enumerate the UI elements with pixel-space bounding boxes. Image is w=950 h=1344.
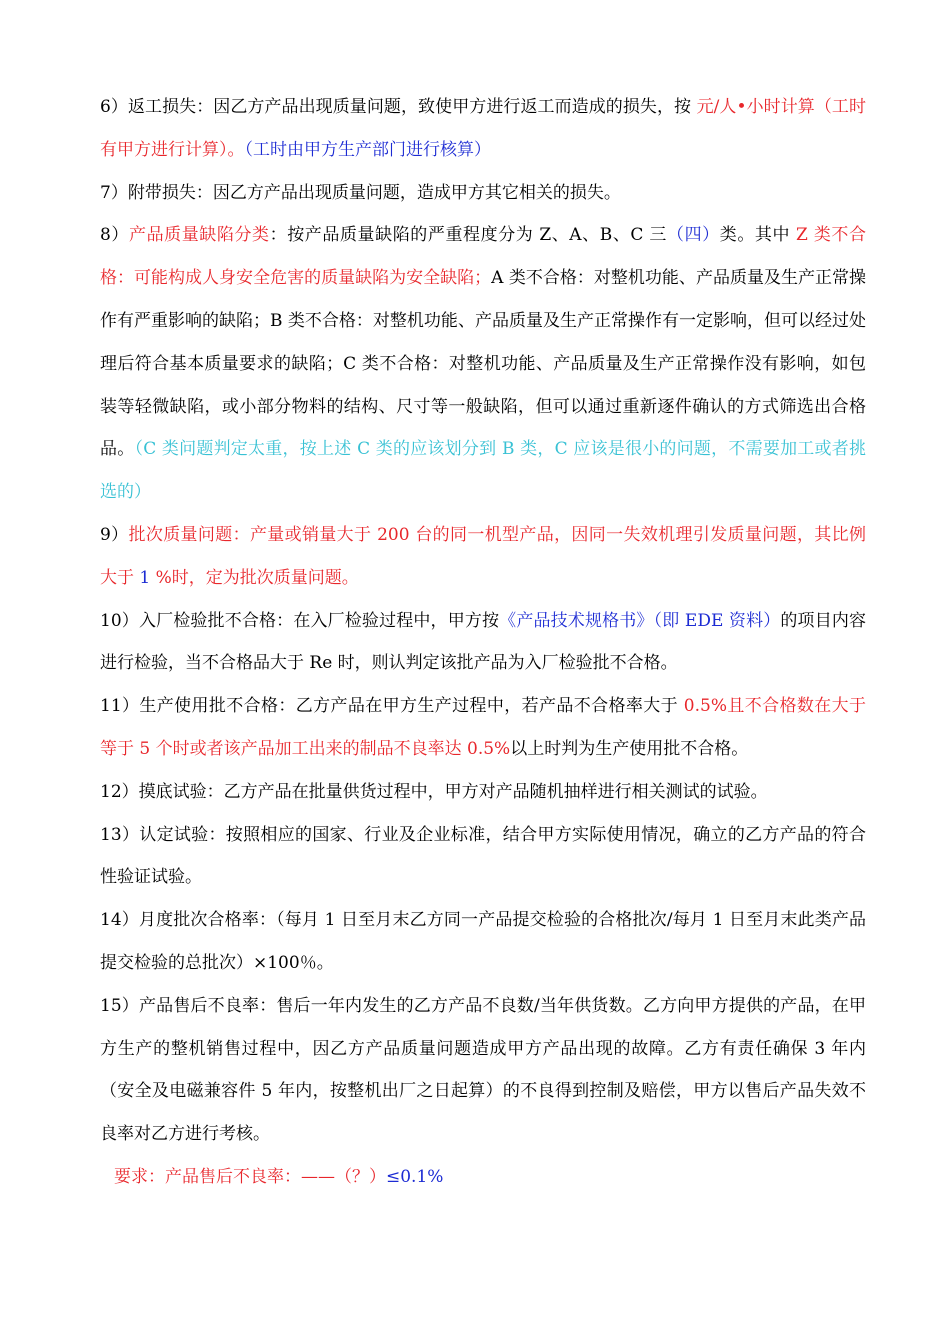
paragraph-15-after-sales-defect-rate xyxy=(100,985,866,1156)
p9-ending: %时，定为批次质量问题。 xyxy=(150,567,359,588)
p8-number: 8） xyxy=(100,225,129,246)
p9-ratio: 1 xyxy=(139,567,151,588)
p9-definition: 批次质量问题：产量或销量大于 200 台的同一机型产品，因同一失效机理引发质量问题，其比例大于 xyxy=(100,524,866,588)
p8-abc-classes: A 类不合格：对整机功能、产品质量及生产正常操作有严重影响的缺陷；B 类不合格：对整机功能、产品质量及生产正常操作有一定影响，但可以经过处理后符合基本质量要求的缺陷；C 类不合格：对整机功能、产品质量及生产正常操作没有影响，如包装等轻微缺陷，或小部分物料的结构、尺寸等一般缺陷，但可以通过重新逐件确认的方式筛选出合格品。 xyxy=(100,268,867,460)
paragraph-7-incidental-loss xyxy=(100,172,866,215)
requirement-value: ≤0.1% xyxy=(386,1166,444,1187)
p11-text-end: 以上时判为生产使用批不合格。 xyxy=(510,738,749,759)
p6-rate-text: 元/人•小时计算（工时有甲方进行计算）。 xyxy=(100,97,866,160)
paragraph-9-batch-quality xyxy=(100,514,866,600)
paragraph-13-certification-test xyxy=(100,814,866,900)
requirement-line xyxy=(100,1156,866,1199)
p8-intro: ：按产品质量缺陷的严重程度分为 Z、A、B、C 三 xyxy=(269,225,667,246)
p11-text: 11）生产使用批不合格：乙方产品在甲方生产过程中，若产品不合格率大于 xyxy=(100,696,684,717)
p6-text: 6）返工损失：因乙方产品出现质量问题，致使甲方进行返工而造成的损失，按 xyxy=(100,97,697,117)
p11-threshold: 0.5%且不合格数在大于等于 5 个时或者该产品加工出来的制品不良率达 0.5% xyxy=(100,696,866,759)
paragraph-6-rework-loss xyxy=(100,86,866,172)
requirement-label: 要求：产品售后不良率：——（？） xyxy=(114,1166,386,1187)
p7-text: 7）附带损失：因乙方产品出现质量问题，造成甲方其它相关的损失。 xyxy=(100,182,621,203)
p8-z-class: Z 类不合格：可能构成人身安全危害的质量缺陷为安全缺陷； xyxy=(100,225,867,289)
p15-text: 15）产品售后不良率：售后一年内发生的乙方产品不良数/当年供货数。乙方向甲方提供的产品，在甲方生产的整机销售过程中，因乙方产品质量问题造成甲方产品出现的故障。乙方有责任确保 3 年内（安全及电磁兼容件 5 年内，按整机出厂之日起算）的不良得到控制及赔偿，甲方以售后产品失效不良率对乙方进行考核。 xyxy=(100,995,866,1145)
p8-heading: 产品质量缺陷分类 xyxy=(128,225,270,246)
p10-spec-reference: 《产品技术规格书》（即 EDE 资料） xyxy=(499,610,781,631)
p8-among: 类。其中 xyxy=(719,225,797,246)
paragraph-8-defect-classification xyxy=(100,214,866,514)
paragraph-12-baseline-test xyxy=(100,771,866,814)
p10-text: 10）入厂检验批不合格：在入厂检验过程中，甲方按 xyxy=(100,610,500,631)
document-page xyxy=(100,86,866,1199)
paragraph-11-production-batch xyxy=(100,685,866,771)
p6-note: （工时由甲方生产部门进行核算） xyxy=(244,139,491,160)
paragraph-10-incoming-inspection xyxy=(100,600,866,686)
p8-four-note: （四） xyxy=(666,225,720,246)
p8-comment: （C 类问题判定太重，按上述 C 类的应该划分到 B 类，C 应该是很小的问题，不需要加工或者挑选的） xyxy=(100,439,867,503)
p10-text-end: 的项目内容进行检验，当不合格品大于 Re 时，则认判定该批产品为入厂检验批不合格。 xyxy=(100,610,867,674)
p13-text: 13）认定试验：按照相应的国家、行业及企业标准，结合甲方实际使用情况，确立的乙方产品的符合性验证试验。 xyxy=(100,824,866,888)
p14-text: 14）月度批次合格率：（每月 1 日至月末乙方同一产品提交检验的合格批次/每月 1 日至月末此类产品提交检验的总批次）×100％。 xyxy=(100,910,866,973)
p9-number: 9） xyxy=(100,524,129,545)
paragraph-14-monthly-pass-rate xyxy=(100,899,866,985)
p12-text: 12）摸底试验：乙方产品在批量供货过程中，甲方对产品随机抽样进行相关测试的试验。 xyxy=(100,781,768,802)
